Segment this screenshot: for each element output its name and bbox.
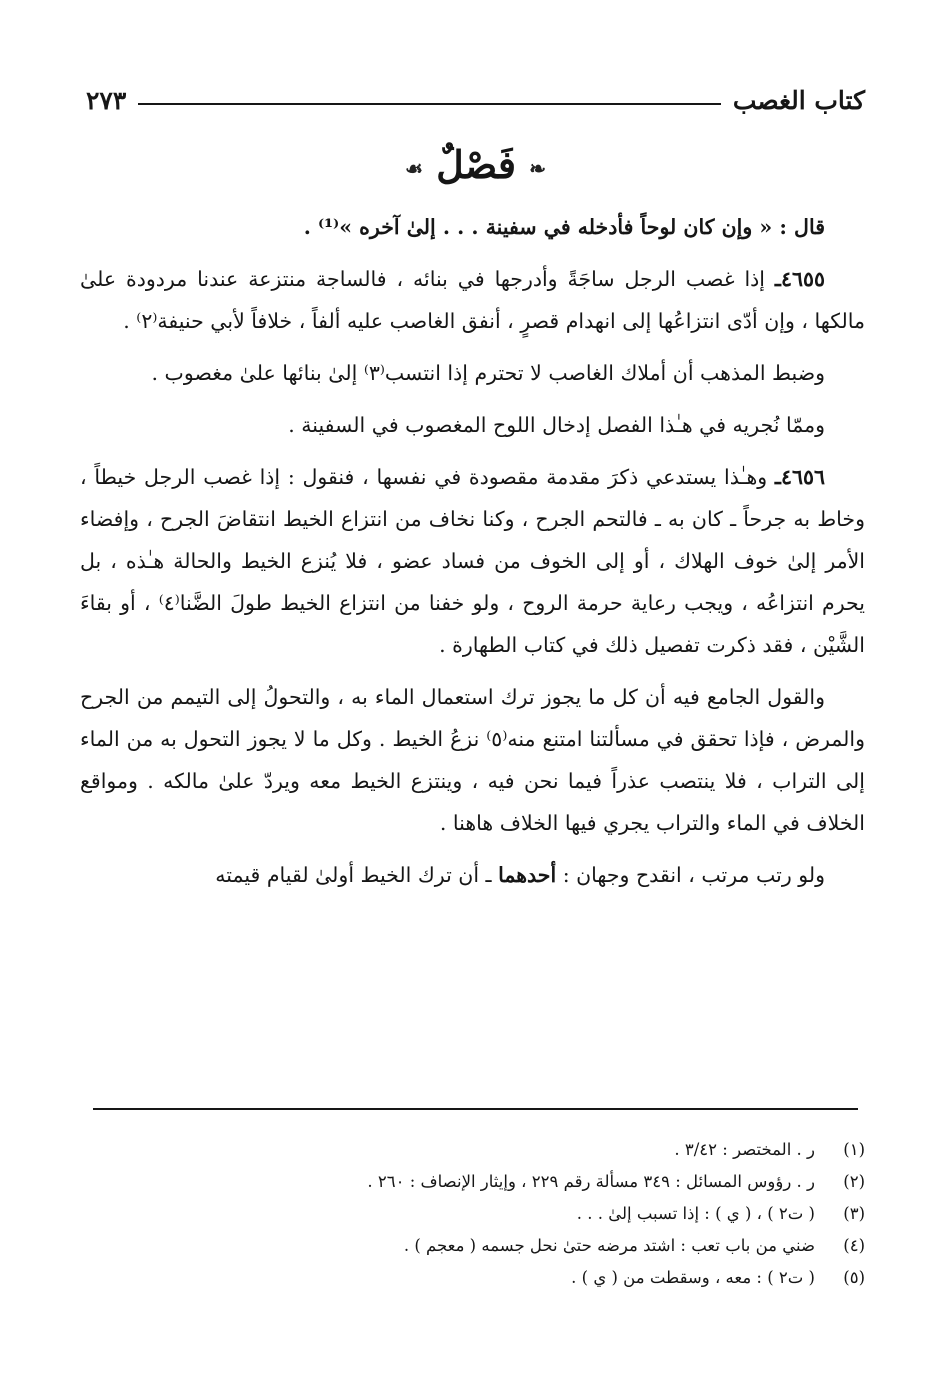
- paragraph-text: ـ أن ترك الخيط أولىٰ لقيام قيمته: [215, 863, 492, 887]
- footnote-number: (٥): [843, 1268, 865, 1287]
- footnote-number: (٣): [843, 1204, 865, 1223]
- ornament-right-icon: ☙: [404, 156, 423, 181]
- book-title: كتاب الغصب: [732, 85, 865, 115]
- page-number: ٢٧٣: [86, 85, 127, 115]
- running-header: [86, 78, 865, 122]
- paragraph-walaw: [80, 854, 865, 896]
- quote-paragraph: قال : « وإن كان لوحاً فأدخله في سفينة . . . إلىٰ آخره »⁽¹⁾ .: [303, 215, 825, 239]
- footnote-item: [80, 1134, 865, 1166]
- ornament-left-icon: ❧: [529, 156, 547, 181]
- section-heading-text: فَصْلٌ: [436, 142, 517, 187]
- paragraph-text: إذا غصب الرجل ساجَةً وأدرجها في بنائه ، فالساجة منتزعة عندنا مردودة علىٰ مالكها ، وإن أدّى انتزاعُها إلى انهدام قصرٍ ، أنفق الغاصب عليه ألفاً ، خلافاً لأبي حنيفة⁽٢⁾ .: [80, 267, 865, 333]
- footnote-text: ر . رؤوس المسائل : ٣٤٩ مسألة رقم ٢٢٩ ، وإيثار الإنصاف : ٢٦٠ .: [367, 1172, 815, 1191]
- footnote-separator: [93, 1108, 858, 1110]
- paragraph-qawl: والقول الجامع فيه أن كل ما يجوز ترك استعمال الماء به ، والتحولُ إلى التيمم من الجرح والمرض ، فإذا تحقق في مسألتنا امتنع منه⁽٥⁾ نزعُ الخيط . وكل ما لا يجوز التحول به من الماء إلى التراب ، فلا ينتصب عذراً فيما نحن فيه ، وينتزع الخيط معه ويردّ علىٰ مالكه . ومواقع الخلاف في الماء والتراب يجري فيها الخلاف هاهنا .: [80, 685, 865, 835]
- footnotes: [80, 1134, 865, 1294]
- paragraph-number: ٤٦٥٥ـ: [774, 267, 825, 291]
- main-text: [80, 206, 865, 906]
- footnote-item: [80, 1262, 865, 1294]
- footnote-item: [80, 1166, 865, 1198]
- footnote-number: (٢): [843, 1172, 865, 1191]
- paragraph-mimma: وممّا نُجريه في هـٰذا الفصل إدخال اللوح المغصوب في السفينة .: [288, 413, 825, 437]
- paragraph-4656: [80, 456, 865, 666]
- footnote-text: ( ت٢ ) ، ( ي ) : إذا تسبب إلىٰ . . .: [576, 1204, 815, 1223]
- section-heading: [0, 142, 951, 187]
- footnote-number: (١): [843, 1140, 865, 1159]
- paragraph-text: ولو رتب مرتب ، انقدح وجهان :: [562, 863, 825, 887]
- paragraph-number: ٤٦٥٦ـ: [774, 465, 825, 489]
- paragraph-bold-term: أحدهما: [498, 863, 557, 887]
- header-rule: [138, 103, 721, 105]
- footnote-text: ضني من باب تعب : اشتد مرضه حتىٰ نحل جسمه ( معجم ) .: [403, 1236, 815, 1255]
- footnote-item: [80, 1230, 865, 1262]
- paragraph-4655: [80, 258, 865, 342]
- footnote-number: (٤): [843, 1236, 865, 1255]
- footnote-text: ( ت٢ ) : معه ، وسقطت من ( ي ) .: [571, 1268, 815, 1287]
- paragraph-text: وهـٰذا يستدعي ذكرَ مقدمة مقصودة في نفسها ، فنقول : إذا غصب الرجل خيطاً ، وخاط به جرحاً ـ كان به ـ فالتحم الجرح ، وكنا نخاف من انتزاع الخيط انتقاضَ الجرح ، وإفضاء الأمر إلىٰ خوف الهلاك ، أو إلى الخوف من فساد عضو ، فلا يُنزع الخيط والحالة هـٰذه ، بل يحرم انتزاعُه ، ويجب رعاية حرمة الروح ، ولو خفنا من انتزاع الخيط طولَ الضَّنا⁽٤⁾ ، أو بقاءَ الشَّيْن ، فقد ذكرت تفصيل ذلك في كتاب الطهارة .: [80, 465, 865, 657]
- paragraph-dabt: وضبط المذهب أن أملاك الغاصب لا تحترم إذا انتسب⁽٣⁾ إلىٰ بنائها علىٰ مغصوب .: [151, 361, 825, 385]
- footnote-text: ر . المختصر : ٣/٤٢ .: [674, 1140, 815, 1159]
- footnote-item: [80, 1198, 865, 1230]
